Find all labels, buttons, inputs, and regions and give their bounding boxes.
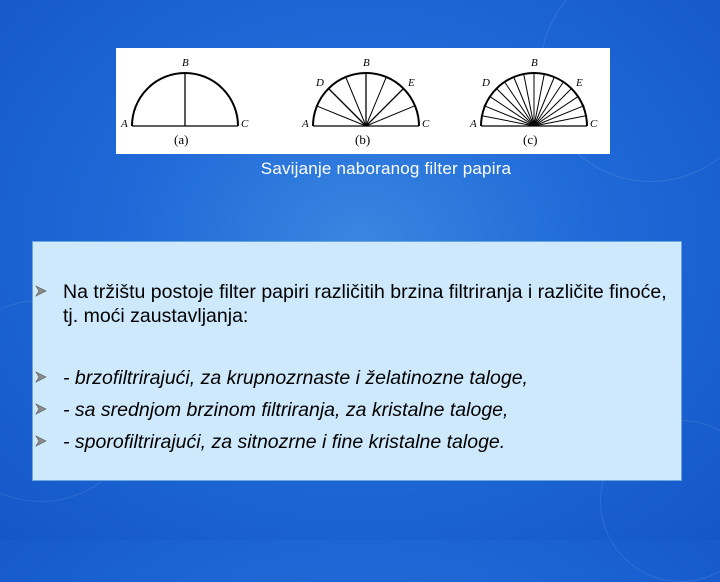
- point-label-c: C: [422, 118, 430, 130]
- point-label-a: A: [121, 118, 128, 130]
- panel-a: [120, 57, 249, 147]
- panel-sub-label: (b): [355, 132, 371, 147]
- panel-b: [301, 57, 430, 147]
- point-label-a: A: [302, 118, 309, 130]
- point-label-c: C: [590, 118, 598, 130]
- point-label-a: A: [470, 118, 477, 130]
- panel-sub-label: (a): [174, 132, 189, 147]
- filter-paper-figure: [116, 48, 610, 154]
- arrow-bullet-icon: [35, 285, 47, 297]
- point-label-e: E: [408, 77, 415, 89]
- panel-sub-label: (c): [523, 132, 538, 147]
- arrow-bullet-icon: [35, 403, 47, 415]
- point-label-d: D: [316, 77, 324, 89]
- point-label-b: B: [182, 57, 189, 69]
- point-label-e: E: [576, 77, 583, 89]
- point-label-d: D: [482, 77, 490, 89]
- figure-caption: Savijanje naboranog filter papira: [260, 159, 512, 178]
- panel-c: [469, 57, 598, 147]
- point-label-b: B: [363, 57, 370, 69]
- text-panel: [32, 241, 682, 481]
- bullet-text: - sa srednjom brzinom filtriranja, za kristalne taloge,: [63, 399, 509, 421]
- bullet-text: - brzofiltrirajući, za krupnozrnaste i želatinozne taloge,: [63, 367, 528, 389]
- arrow-bullet-icon: [35, 435, 47, 447]
- point-label-b: B: [531, 57, 538, 69]
- bullet-text: Na tržištu postoje filter papiri različitih brzina filtriranja i različite finoće, tj. moći zaustavljanja:: [63, 281, 667, 327]
- point-label-c: C: [241, 118, 249, 130]
- bullet-text: - sporofiltrirajući, za sitnozrne i fine kristalne taloge.: [63, 431, 506, 453]
- arrow-bullet-icon: [35, 371, 47, 383]
